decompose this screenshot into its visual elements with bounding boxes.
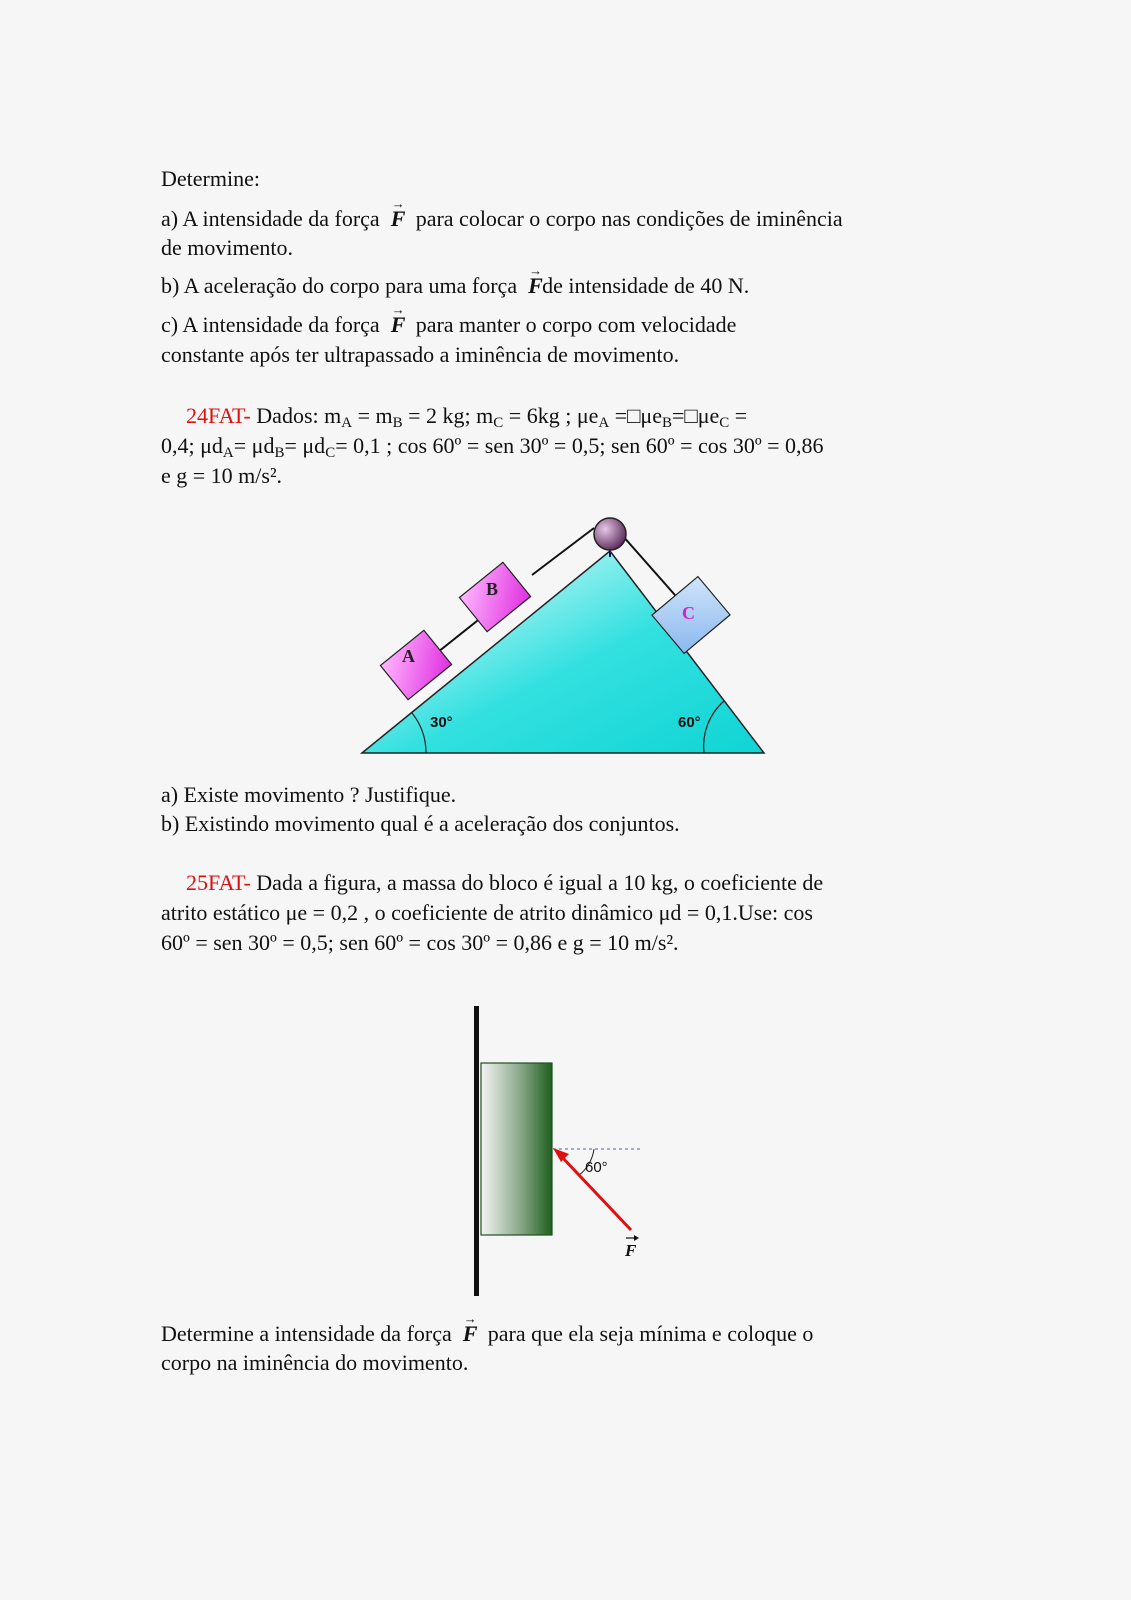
rope-a-b bbox=[438, 617, 482, 652]
q24-text: = m bbox=[352, 403, 393, 428]
angle-label-60: 60° bbox=[678, 714, 701, 731]
q24-text: =□μe bbox=[672, 403, 720, 428]
q25-line3: 60º = sen 30º = 0,5; sen 60º = cos 30º = 0,86 e g = 10 m/s². bbox=[161, 930, 679, 955]
block bbox=[481, 1063, 552, 1235]
block-c-label: C bbox=[682, 603, 695, 623]
force-label: F bbox=[625, 1241, 637, 1260]
angle-label: 60° bbox=[585, 1159, 608, 1176]
q25-line2: atrito estático μe = 0,2 , o coeficiente de atrito dinâmico μd = 0,1.Use: cos bbox=[161, 900, 813, 925]
q25-number: 25FAT- bbox=[186, 870, 251, 895]
item-a-line2: de movimento. bbox=[161, 235, 293, 260]
pulley bbox=[594, 518, 626, 550]
determine-heading: Determine: bbox=[161, 166, 260, 191]
item-c-text2: para manter o corpo com velocidade bbox=[415, 312, 737, 337]
q24-number: 24FAT- bbox=[186, 403, 251, 428]
q24-text: = 6kg ; μe bbox=[503, 403, 599, 428]
rope-b-pulley bbox=[532, 528, 594, 575]
q25-final-text1: Determine a intensidade da força bbox=[161, 1321, 452, 1346]
q24-line2 bbox=[161, 431, 824, 460]
incline-figure bbox=[360, 515, 770, 755]
sub-a: A bbox=[341, 415, 353, 431]
force-label-arrowhead bbox=[634, 1235, 639, 1241]
sub-b: B bbox=[274, 445, 285, 461]
item-a-line1 bbox=[161, 204, 843, 233]
sub-b: B bbox=[662, 415, 673, 431]
item-a-text2: para colocar o corpo nas condições de iminência bbox=[415, 206, 843, 231]
item-c-text1: c) A intensidade da força bbox=[161, 312, 380, 337]
force-vector-symbol: → F bbox=[391, 204, 405, 233]
q25-final-line2: corpo na iminência do movimento. bbox=[161, 1350, 469, 1375]
item-c-line2: constante após ter ultrapassado a iminência de movimento. bbox=[161, 342, 680, 367]
q24-item-a: a) Existe movimento ? Justifique. bbox=[161, 782, 457, 807]
q25-final-text2: para que ela seja mínima e coloque o bbox=[487, 1321, 814, 1346]
q24-text: = 0,1 ; cos 60º = sen 30º = 0,5; sen 60º = cos 30º = 0,86 bbox=[335, 433, 824, 458]
item-a-text1: a) A intensidade da força bbox=[161, 206, 380, 231]
wall bbox=[474, 1006, 479, 1296]
sub-c: C bbox=[719, 415, 730, 431]
item-b-text1: b) A aceleração do corpo para uma força bbox=[161, 273, 518, 298]
force-vector-symbol: → F bbox=[391, 310, 405, 339]
sub-a: A bbox=[598, 415, 610, 431]
q24-text: Dados: m bbox=[256, 403, 342, 428]
q25-line1 bbox=[186, 868, 823, 897]
q24-text: = μd bbox=[284, 433, 326, 458]
q24-text: = μd bbox=[233, 433, 275, 458]
sub-c: C bbox=[493, 415, 504, 431]
sub-c: C bbox=[325, 445, 336, 461]
q24-text: = bbox=[729, 403, 748, 428]
q24-text: 0,4; μd bbox=[161, 433, 223, 458]
force-vector-symbol: → F bbox=[463, 1319, 477, 1348]
sub-a: A bbox=[222, 445, 234, 461]
force-vector-symbol: → F bbox=[528, 271, 542, 300]
q24-line1 bbox=[186, 401, 747, 430]
sub-b: B bbox=[392, 415, 403, 431]
block-a-label: A bbox=[402, 646, 415, 666]
q25-text: Dada a figura, a massa do bloco é igual a 10 kg, o coeficiente de bbox=[256, 870, 824, 895]
q24-line3: e g = 10 m/s². bbox=[161, 463, 283, 488]
q24-item-b: b) Existindo movimento qual é a aceleração dos conjuntos. bbox=[161, 811, 680, 836]
item-c-line1 bbox=[161, 310, 736, 339]
item-b-text2: de intensidade de 40 N. bbox=[542, 273, 750, 298]
q24-text: =□μe bbox=[609, 403, 662, 428]
wall-block-figure bbox=[465, 1000, 665, 1300]
item-b-line bbox=[161, 271, 749, 300]
q24-text: = 2 kg; m bbox=[402, 403, 494, 428]
block-b-label: B bbox=[486, 579, 499, 599]
angle-label-30: 30° bbox=[430, 714, 453, 731]
q25-final-line1 bbox=[161, 1319, 813, 1348]
